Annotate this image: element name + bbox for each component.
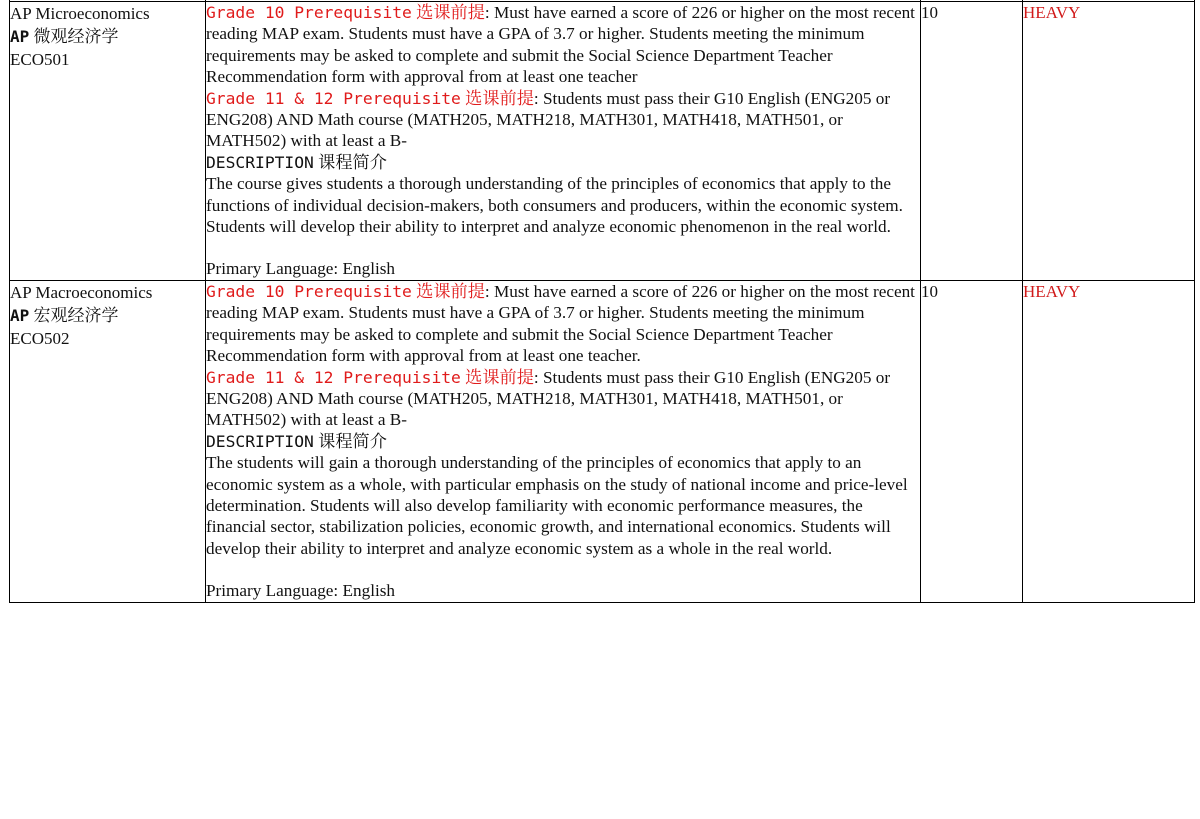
grade10-prerequisite-label: Grade 10 Prerequisite [206, 281, 412, 301]
course-title: AP Microeconomics [10, 4, 150, 23]
primary-language: Primary Language: English [206, 259, 396, 279]
course-chinese-title: 宏观经济学 [33, 305, 119, 325]
course-ap-tag: AP [10, 305, 30, 325]
grade11-12-prerequisite-text: : Students must pass their G10 English (ENG205 or ENG208) AND Math course (MATH205, MATH218, MATH301, MATH418, MATH501, or MATH502) with at least a B- [206, 367, 891, 430]
description-chinese-label: 课程简介 [318, 431, 387, 451]
course-code: ECO501 [10, 50, 70, 69]
prerequisite-chinese-label: 选课前提 [465, 367, 534, 387]
description-text: The course gives students a thorough understanding of the principles of economics that apply to the functions of individual decision-makers, both consumers and producers, within the economic system. Students will develop their ability to interpret and analyze economic phenomenon in the real world. [206, 174, 903, 237]
grade11-12-prerequisite [206, 88, 920, 152]
course-table [9, 0, 1195, 603]
prerequisite-chinese-label: 选课前提 [416, 281, 485, 301]
grade10-prerequisite-label: Grade 10 Prerequisite [206, 3, 412, 22]
grade11-12-prerequisite-label: Grade 11 & 12 Prerequisite [206, 367, 461, 387]
course-description-cell [206, 280, 921, 602]
table-row [10, 2, 1195, 281]
grade11-12-prerequisite [206, 367, 920, 431]
course-ap-tag: AP [10, 27, 30, 46]
grade10-prerequisite [206, 2, 920, 88]
course-name-cell [10, 280, 206, 602]
grade-level-cell: 10 [921, 280, 1023, 602]
workload-cell: HEAVY [1023, 2, 1195, 281]
course-description-cell [206, 2, 921, 281]
grade11-12-prerequisite-text: : Students must pass their G10 English (ENG205 or ENG208) AND Math course (MATH205, MATH218, MATH301, MATH418, MATH501, or MATH502) with at least a B- [206, 88, 891, 151]
grade10-prerequisite [206, 281, 920, 367]
grade10-prerequisite-text: : Must have earned a score of 226 or higher on the most recent reading MAP exam. Students must have a GPA of 3.7 or higher. Students meeting the minimum requirements may be asked to complete and submit the Social Science Department Teacher Recommendation form with approval from at least one teacher [206, 3, 915, 87]
course-name-cell [10, 2, 206, 281]
description-label: DESCRIPTION [206, 152, 314, 172]
grade10-prerequisite-text: : Must have earned a score of 226 or higher on the most recent reading MAP exam. Students must have a GPA of 3.7 or higher. Students meeting the minimum requirements may be asked to complete and submit the Social Science Department Teacher Recommendation form with approval from at least one teacher. [206, 281, 915, 366]
grade11-12-prerequisite-label: Grade 11 & 12 Prerequisite [206, 88, 461, 108]
primary-language: Primary Language: English [206, 581, 396, 601]
prerequisite-chinese-label: 选课前提 [465, 88, 534, 108]
course-chinese-title: 微观经济学 [33, 27, 119, 46]
description-text: The students will gain a thorough understanding of the principles of economics that apply to an economic system as a whole, with particular emphasis on the study of national income and price-level determination. Students will also develop familiarity with economic performance measures, the financial sector, stabilization policies, economic growth, and international economics. Students will develop their ability to interpret and analyze economic system as a whole in the real world. [206, 453, 908, 558]
course-catalog-page [9, 0, 1194, 603]
description-label: DESCRIPTION [206, 431, 314, 451]
course-code: ECO502 [10, 328, 70, 348]
description-chinese-label: 课程简介 [318, 152, 387, 172]
description-heading [206, 431, 920, 452]
workload-cell: HEAVY [1023, 280, 1195, 602]
table-row [10, 280, 1195, 602]
course-title: AP Macroeconomics [10, 282, 153, 302]
grade-level-cell: 10 [921, 2, 1023, 281]
prerequisite-chinese-label: 选课前提 [416, 3, 485, 22]
description-heading [206, 152, 920, 173]
